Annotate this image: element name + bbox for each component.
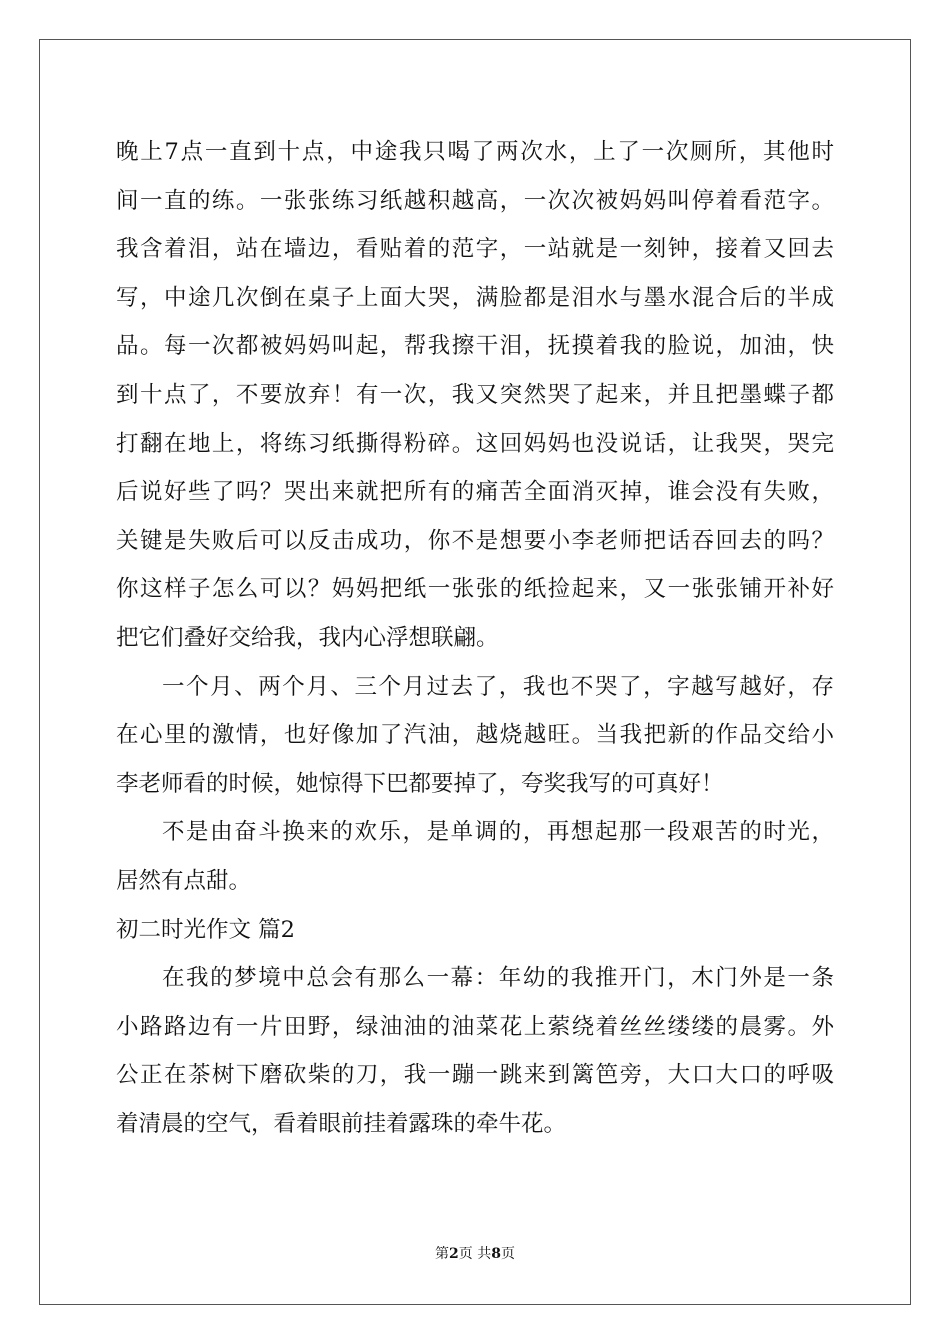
text-line: 不是由奋斗换来的欢乐，是单调的，再想起那一段艰苦的时光， [162, 819, 834, 846]
text-line: 间一直的练。一张张练习纸越积越高，一次次被妈妈叫停着看范字。 [116, 187, 834, 214]
footer-suffix: 页 [500, 1246, 515, 1262]
text-line: 居然有点甜。 [116, 867, 252, 894]
footer-total-pages: 8 [491, 1246, 501, 1262]
text-line: 李老师看的时候，她惊得下巴都要掉了，夸奖我写的可真好！ [116, 770, 724, 797]
text-line: 我含着泪，站在墙边，看贴着的范字，一站就是一刻钟，接着又回去 [116, 236, 834, 263]
text-line: 小路路边有一片田野，绿油油的油菜花上萦绕着丝丝缕缕的晨雾。外 [116, 1013, 834, 1040]
text-line: 把它们叠好交给我，我内心浮想联翩。 [116, 624, 499, 651]
text-line: 在心里的激情，也好像加了汽油，越烧越旺。当我把新的作品交给小 [116, 722, 834, 749]
text-line: 你这样子怎么可以？妈妈把纸一张张的纸捡起来，又一张张铺开补好 [116, 576, 834, 603]
page-footer [0, 1244, 950, 1264]
footer-prefix: 第 [435, 1246, 450, 1262]
text-line: 关键是失败后可以反击成功，你不是想要小李老师把话吞回去的吗？ [116, 527, 834, 554]
text-line: 着清晨的空气，看着眼前挂着露珠的牵牛花。 [116, 1110, 567, 1137]
text-line: 到十点了，不要放弃！有一次，我又突然哭了起来，并且把墨蝶子都 [116, 381, 834, 408]
section-heading: 初二时光作文 篇2 [116, 916, 295, 943]
text-line: 公正在茶树下磨砍柴的刀，我一蹦一跳来到篱笆旁，大口大口的呼吸 [116, 1062, 834, 1089]
footer-page-number: 2 [449, 1246, 459, 1262]
text-line: 写，中途几次倒在桌子上面大哭，满脸都是泪水与墨水混合后的半成 [116, 284, 834, 311]
text-line: 一个月、两个月、三个月过去了，我也不哭了，字越写越好，存 [162, 673, 834, 700]
text-line: 晚上7点一直到十点，中途我只喝了两次水，上了一次厕所，其他时 [116, 139, 834, 165]
text-line: 后说好些了吗？哭出来就把所有的痛苦全面消灭掉，谁会没有失败， [116, 479, 834, 506]
text-line: 在我的梦境中总会有那么一幕：年幼的我推开门，木门外是一条 [162, 965, 834, 992]
text-line: 打翻在地上，将练习纸撕得粉碎。这回妈妈也没说话，让我哭，哭完 [116, 430, 834, 457]
document-body [116, 128, 834, 1148]
text-line: 品。每一次都被妈妈叫起，帮我擦干泪，抚摸着我的脸说，加油，快 [116, 333, 834, 360]
footer-mid: 页 共 [458, 1246, 492, 1262]
